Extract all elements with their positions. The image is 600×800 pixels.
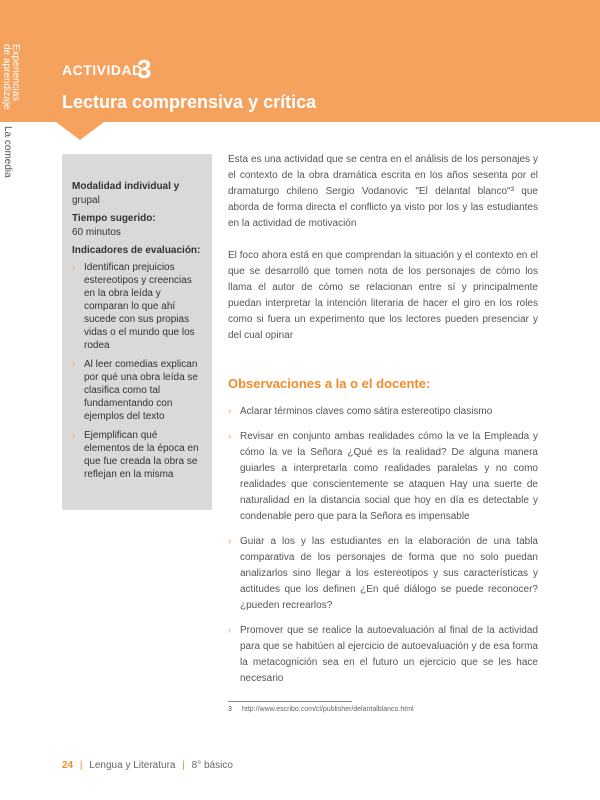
list-item <box>228 429 538 525</box>
footer-separator: | <box>79 760 83 771</box>
activity-title: Lectura comprensiva y crítica <box>62 92 317 112</box>
side-label-section: La comedia <box>2 126 13 178</box>
main-text <box>228 152 538 360</box>
tiempo-label: Tiempo sugerido: <box>72 213 156 224</box>
side-label-experiencias: Experiencias <box>10 44 21 102</box>
indicadores-list <box>72 261 204 481</box>
activity-number: 3 <box>137 54 152 84</box>
observaciones-list <box>228 404 538 696</box>
bullet-icon: › <box>72 430 76 441</box>
observacion-text: Promover que se realice la autoevaluación al final de la actividad para que se habitúen al ejercicio de autoevaluación y de esa forma la metacognición sea en el futuro un ejercicio que se les hace necesario <box>240 625 538 684</box>
page-number: 24 <box>62 760 74 771</box>
page-footer <box>62 760 233 771</box>
indicadores-label: Indicadores de evaluación: <box>72 245 201 256</box>
intro-paragraph: Esta es una actividad que se centra en el análisis de los personajes y el contexto de la obra dramática escrita en los años sesenta por el dramaturgo chileno Sergio Vodanovic "El delantal blanco"³ que aborda de forma directa el conflicto ya visto por los y las estudiantes en la actividad de motivación <box>228 154 538 229</box>
observacion-text: Aclarar términos claves como sátira estereotipo clasismo <box>240 406 493 417</box>
modalidad-value: grupal <box>72 195 100 206</box>
tiempo-value: 60 minutos <box>72 227 121 238</box>
side-label-aprendizaje: de aprendizaje <box>1 44 12 110</box>
list-item <box>72 358 204 423</box>
bullet-icon: › <box>72 262 76 273</box>
indicador-text: Identifican prejuicios estereotipos y creencias en la obra leída y comparan lo que ahí sucede con sus propias vidas o el mundo que los rodea <box>84 262 195 351</box>
bullet-icon: › <box>228 431 232 442</box>
observaciones-heading: Observaciones a la o el docente: <box>228 376 431 391</box>
footnote-link[interactable]: http://www.escribo.com/cl/publisher/delantalblanco.html <box>242 706 414 713</box>
list-item <box>72 429 204 481</box>
observacion-text: Revisar en conjunto ambas realidades cómo la ve la Empleada y cómo la ve la Señora ¿Qué es la realidad? De alguna manera guiarles a interpretarla como realidades paralelas y no como realidades que conscientemente se ataquen Hay una suerte de naturalidad en la distancia social que hoy en día es detectable y condenable pero que para la Señora es impensable <box>240 431 538 522</box>
footnote-divider <box>228 701 352 702</box>
list-item <box>228 623 538 687</box>
list-item <box>228 404 538 420</box>
indicador-text: Al leer comedias explican por qué una obra leída se clasifica como tal fundamentando con ejemplos del texto <box>84 359 198 422</box>
bullet-icon: › <box>228 406 232 417</box>
observacion-text: Guiar a los y las estudiantes en la elaboración de una tabla comparativa de los personajes de forma que no solo puedan analizarlos sino llegar a los estereotipos y sus características y actitudes que los definen ¿En qué diálogo se puede reconocer? ¿pueden recrearlos? <box>240 536 538 611</box>
sidebar-content <box>72 180 204 487</box>
footer-subject: Lengua y Literatura <box>89 760 176 771</box>
bullet-icon: › <box>228 625 232 636</box>
evaluation-sidebar <box>62 154 212 510</box>
header-tab-notch <box>56 122 104 140</box>
footnote-number: 3 <box>228 706 232 713</box>
focus-paragraph: El foco ahora está en que comprendan la situación y el contexto en el que se desarrolló que tomen nota de los personajes de cómo los llama el autor de cómo se relacionan entre sí y principalmente puedan interpretar la intención literaria de hacer el giro en los roles como si fuera un experimento que los lectores pueden presenciar y del cual opinar <box>228 250 538 341</box>
list-item <box>228 534 538 614</box>
indicador-text: Ejemplifican qué elementos de la época en que fue creada la obra se reflejan en la misma <box>84 430 199 480</box>
bullet-icon: › <box>72 359 76 370</box>
footer-grade: 8° básico <box>191 760 233 771</box>
footer-separator: | <box>182 760 185 771</box>
activity-label: ACTIVIDAD <box>62 62 143 78</box>
modalidad-label: Modalidad individual y <box>72 181 180 192</box>
list-item <box>72 261 204 352</box>
bullet-icon: › <box>228 536 232 547</box>
